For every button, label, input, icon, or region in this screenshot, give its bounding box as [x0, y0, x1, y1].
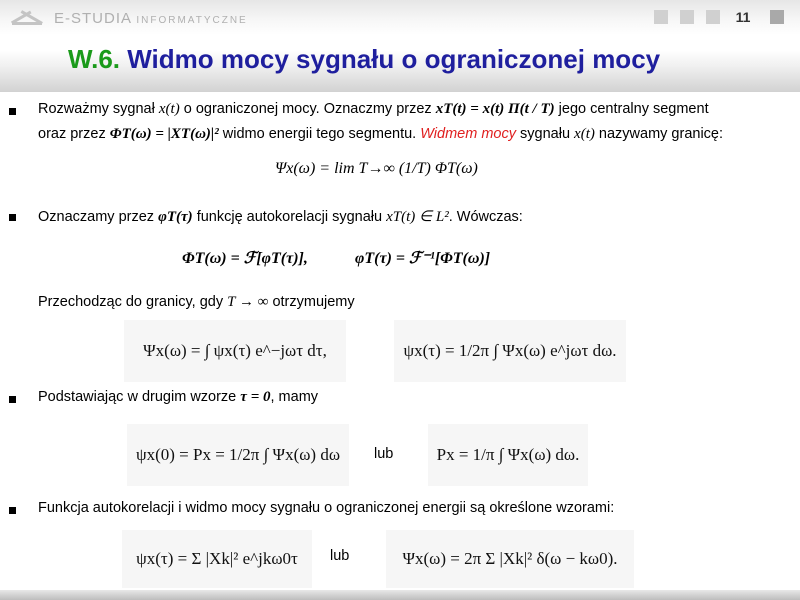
- or-label: lub: [374, 446, 394, 462]
- bullet-1-line-2: oraz przez ΦT(ω) = |XT(ω)|² widmo energii tego segmentu. Widmem mocy sygnału x(t) nazywamy granicę:: [38, 126, 724, 142]
- formula-autocorrelation-sum: ψx(τ) = Σ |Xk|² e^jkω0τ: [122, 530, 312, 588]
- bullet-2-line-2: Przechodząc do granicy, gdy T → ∞ otrzymujemy: [38, 294, 355, 310]
- fourier-pair-formula-1: ΦT(ω) = ℱ[φT(τ)],: [182, 250, 308, 267]
- slide-footer: [0, 590, 800, 600]
- brand-name: E-STUDIA INFORMATYCZNE: [54, 10, 248, 27]
- power-spectrum-formula: Ψx(ω) = lim T→∞ (1/T) ΦT(ω): [275, 160, 478, 177]
- bullet-marker: [9, 396, 16, 403]
- page-number: 11: [735, 9, 751, 25]
- nav-square-4: [770, 10, 784, 24]
- fourier-pair-formula-2: φT(τ) = ℱ⁻¹[ΦT(ω)]: [355, 250, 491, 267]
- bullet-marker: [9, 214, 16, 221]
- formula-autocorrelation-integral: ψx(τ) = 1/2π ∫ Ψx(ω) e^jωτ dω.: [394, 320, 626, 382]
- formula-power-spectrum-integral: Ψx(ω) = ∫ ψx(τ) e^−jωτ dτ,: [124, 320, 346, 382]
- page-title: W.6. Widmo mocy sygnału o ograniczonej mocy: [68, 44, 661, 74]
- bullet-marker: [9, 108, 16, 115]
- nav-square-1: [654, 10, 668, 24]
- nav-square-3: [706, 10, 720, 24]
- bullet-2-line-1: Oznaczamy przez φT(τ) funkcję autokorelacji sygnału xT(t) ∈ L². Wówczas:: [38, 209, 523, 225]
- or-label: lub: [330, 548, 350, 564]
- nav-square-2: [680, 10, 694, 24]
- formula-power-half-integral: Px = 1/π ∫ Ψx(ω) dω.: [428, 424, 588, 486]
- bullet-4-line-1: Funkcja autokorelacji i widmo mocy sygnału o ograniczonej energii są określone wzorami:: [38, 500, 615, 516]
- bullet-3-line-1: Podstawiając w drugim wzorze τ = 0, mamy: [38, 389, 319, 405]
- slide-header: [0, 0, 800, 92]
- bullet-marker: [9, 507, 16, 514]
- formula-power-from-autocorrelation: ψx(0) = Px = 1/2π ∫ Ψx(ω) dω: [127, 424, 349, 486]
- bullet-1-line-1: Rozważmy sygnał x(t) o ograniczonej mocy. Oznaczmy przez xT(t) = x(t) Π(t / T) jego centralny segment: [38, 101, 709, 117]
- formula-power-spectrum-sum: Ψx(ω) = 2π Σ |Xk|² δ(ω − kω0).: [386, 530, 634, 588]
- logo-icon: [8, 6, 48, 30]
